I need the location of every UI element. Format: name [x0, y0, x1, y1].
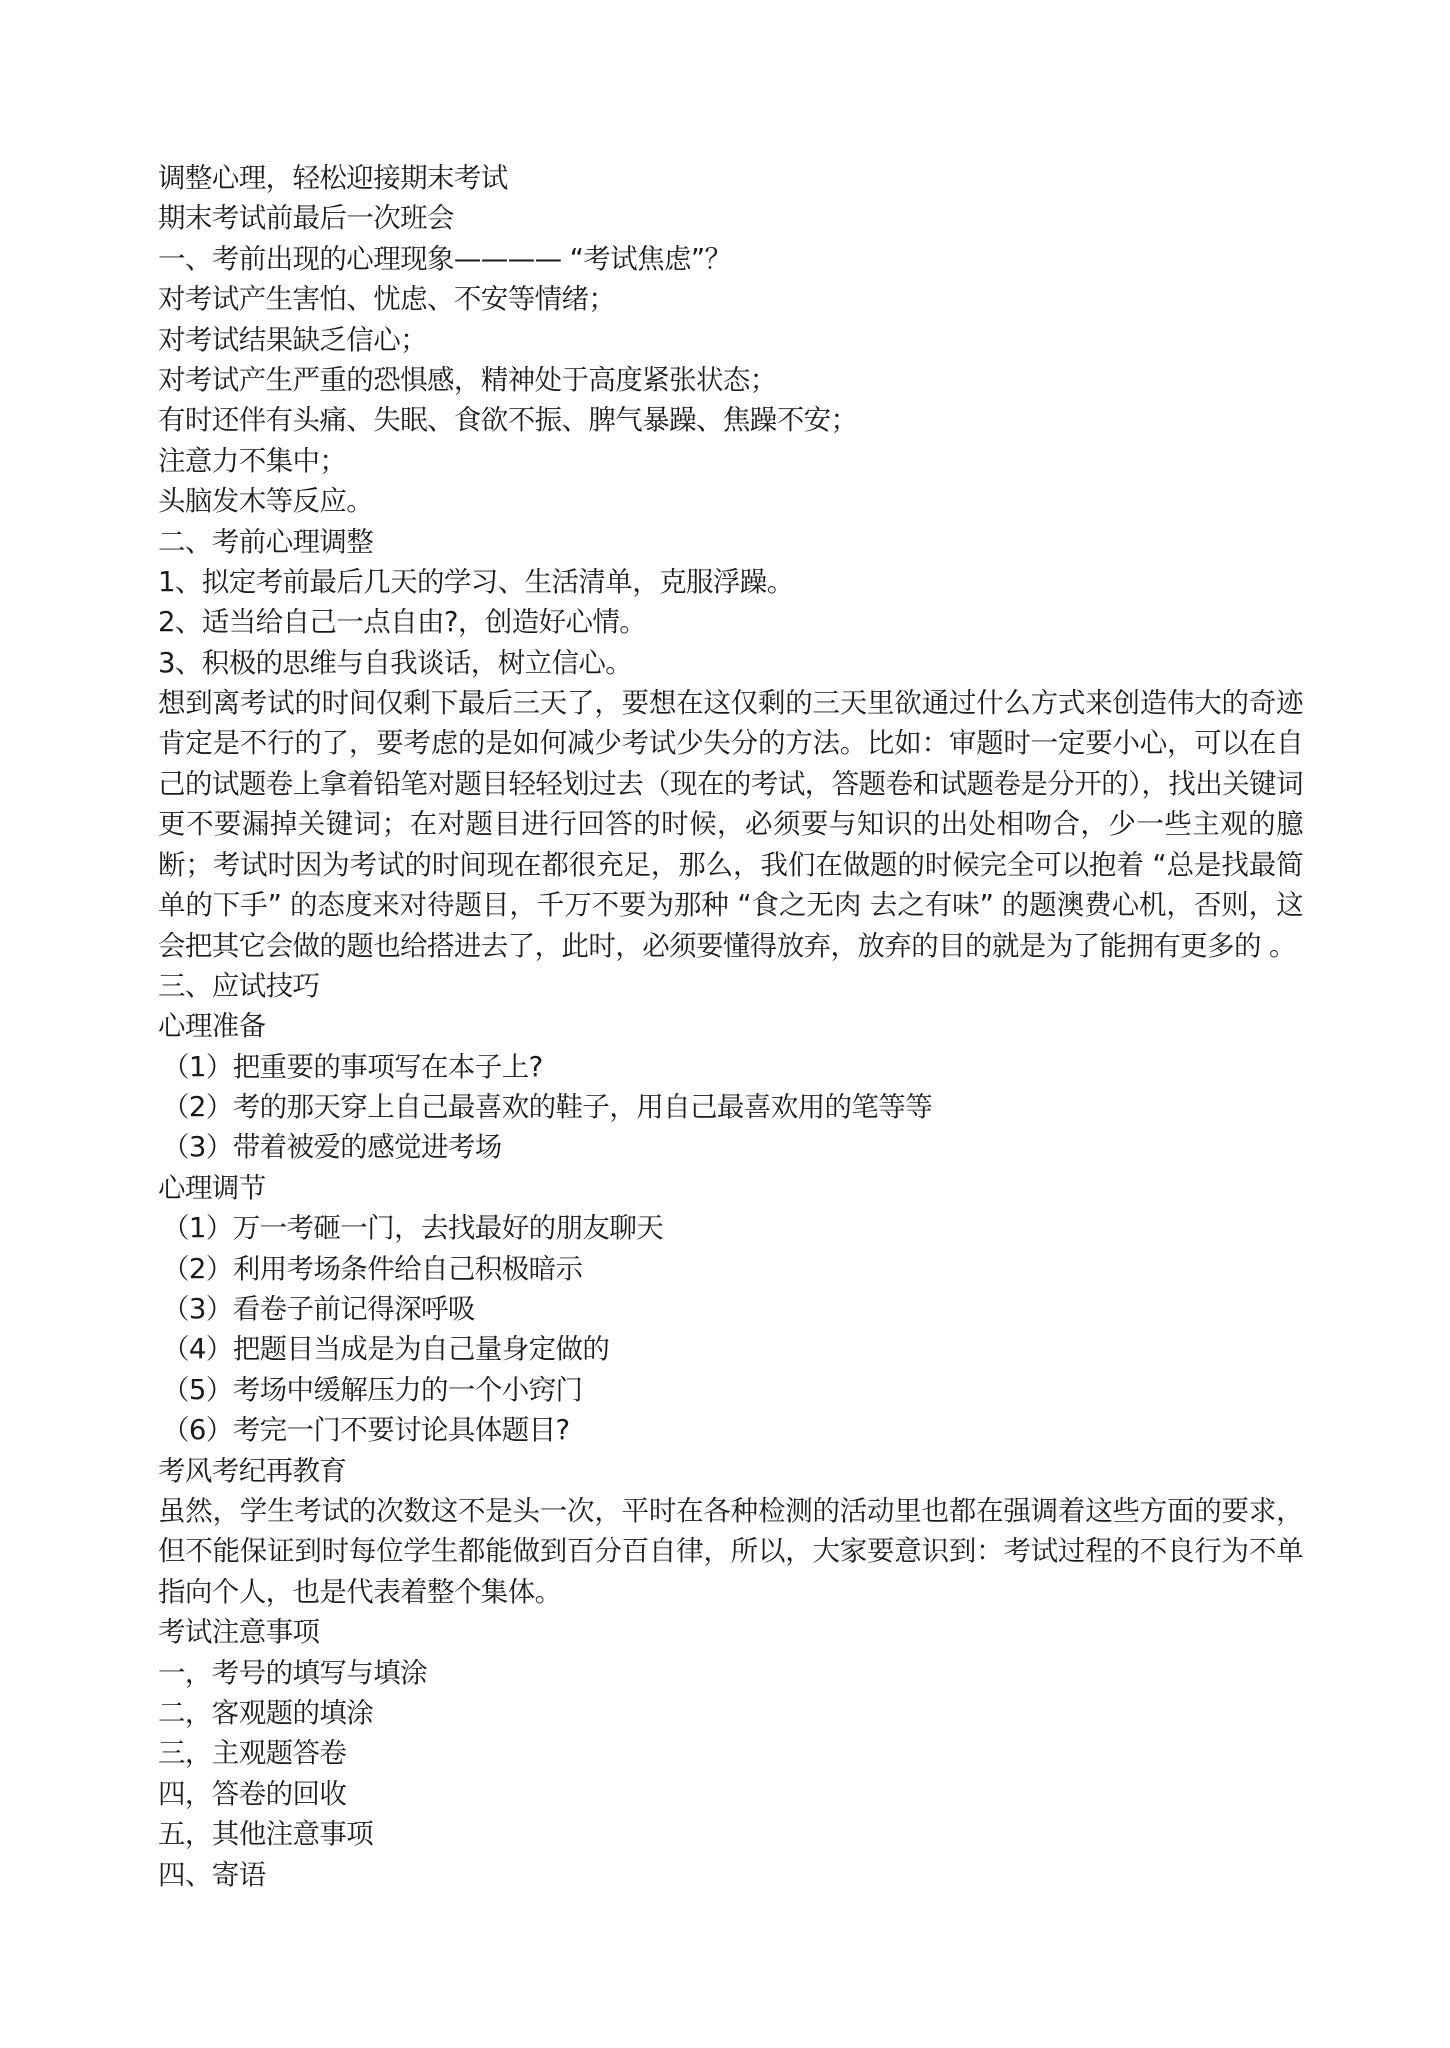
notes-list-item: 四，答卷的回收	[158, 1777, 347, 1810]
subheading-psych-prep: 心理准备	[158, 1010, 266, 1043]
prep-list-item: （3）带着被爱的感觉进考场	[162, 1131, 502, 1164]
notes-list-item: 五，其他注意事项	[158, 1818, 374, 1851]
subheading-exam-notes: 考试注意事项	[158, 1616, 320, 1649]
prep-list-item: （2）考的那天穿上自己最喜欢的鞋子，用自己最喜欢用的笔等等	[162, 1091, 933, 1124]
adjust-list-item: （5）考场中缓解压力的一个小窍门	[162, 1373, 583, 1406]
subheading-psych-adjust: 心理调节	[158, 1171, 266, 1204]
notes-list-item: 一，考号的填写与填涂	[158, 1656, 427, 1689]
section-heading-4: 四、寄语	[158, 1858, 266, 1891]
subheading-discipline: 考风考纪再教育	[158, 1454, 347, 1487]
section-heading-1: 一、考前出现的心理现象———— “考试焦虑”？	[158, 242, 732, 275]
section1-line: 对考试产生害怕、忧虑、不安等情绪；	[158, 283, 616, 316]
adjust-list-item: （4）把题目当成是为自己量身定做的	[162, 1333, 610, 1366]
adjust-list-item: （1）万一考砸一门，去找最好的朋友聊天	[162, 1212, 664, 1245]
notes-list-item: 三，主观题答卷	[158, 1737, 347, 1770]
section1-line: 对考试结果缺乏信心；	[158, 323, 427, 356]
section2-line: 2、适当给自己一点自由?，创造好心情。	[158, 606, 647, 639]
section-heading-3: 三、应试技巧	[158, 969, 320, 1002]
document-subtitle: 期末考试前最后一次班会	[158, 202, 454, 235]
section2-paragraph: 想到离考试的时间仅剩下最后三天了，要想在这仅剩的三天里欲通过什么方式来创造伟大的奇迹肯定是不行的了，要考虑的是如何减少考试少失分的方法。比如：审题时一定要小心，可以在自己的试题卷上拿着铅笔对题目轻轻划过去（现在的考试，答题卷和试题卷是分开的），找出关键词更不要漏掉关键词；在对题目进行回答的时候，必须要与知识的出处相吻合，少一些主观的臆断；考试时因为考试的时间现在都很充足，那么，我们在做题的时候完全可以抱着 “总是找最简单的下手” 的态度来对待题目，千万不要为那种 “食之无肉 去之有味” 的题澳费心机，否则，这会把其它会做的题也给搭进去了，此时，必须要懂得放弃，放弃的目的就是为了能拥有更多的 。	[158, 687, 1303, 962]
section1-line: 有时还伴有头痛、失眠、食欲不振、脾气暴躁、焦躁不安；	[158, 404, 858, 437]
adjust-list-item: （6）考完一门不要讨论具体题目?	[162, 1414, 570, 1447]
notes-list-item: 二，客观题的填涂	[158, 1697, 374, 1729]
section-heading-2: 二、考前心理调整	[158, 525, 374, 558]
section1-line: 头脑发木等反应。	[158, 485, 374, 518]
document-title: 调整心理，轻松迎接期末考试	[158, 162, 508, 194]
prep-list-item: （1）把重要的事项写在本子上?	[162, 1050, 543, 1083]
adjust-list-item: （2）利用考场条件给自己积极暗示	[162, 1252, 583, 1285]
adjust-list-item: （3）看卷子前记得深呼吸	[162, 1293, 475, 1326]
section2-line: 3、积极的思维与自我谈话，树立信心。	[158, 646, 633, 679]
section2-line: 1、拟定考前最后几天的学习、生活清单，克服浮躁。	[158, 565, 794, 598]
document-body	[158, 158, 1303, 1895]
discipline-paragraph: 虽然，学生考试的次数这不是头一次，平时在各种检测的活动里也都在强调着这些方面的要求，但不能保证到时每位学生都能做到百分百自律，所以，大家要意识到：考试过程的不良行为不单指向个人，也是代表着整个集体。	[158, 1495, 1303, 1608]
section1-line: 注意力不集中；	[158, 444, 347, 477]
section1-line: 对考试产生严重的恐惧感，精神处于高度紧张状态；	[158, 363, 777, 396]
